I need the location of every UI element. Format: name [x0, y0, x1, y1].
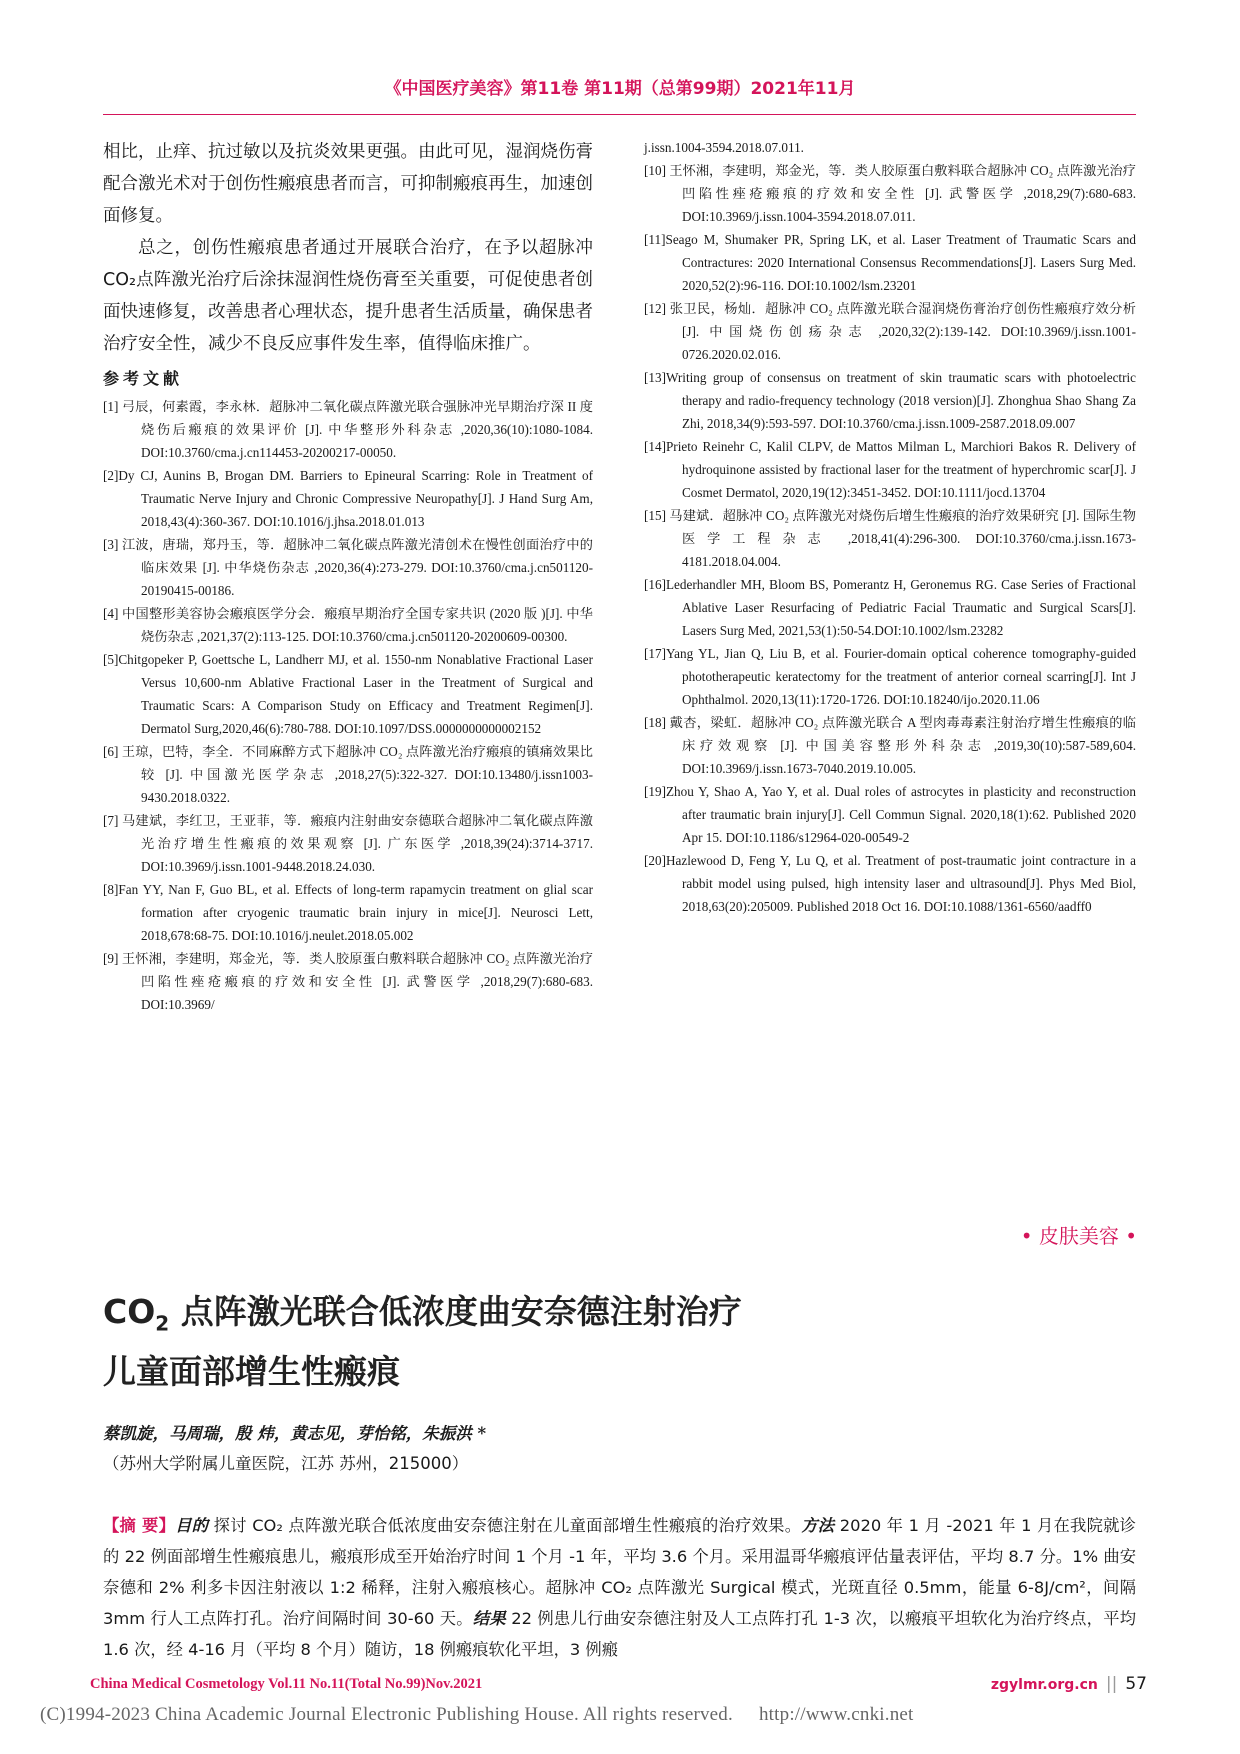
- title-line-2: 儿童面部增生性瘢痕: [103, 1351, 400, 1391]
- copyright-line: [40, 1704, 1200, 1726]
- title-subscript: 2: [155, 1311, 170, 1336]
- references-heading: 参考文献: [103, 369, 184, 388]
- header-rule: [103, 114, 1136, 115]
- reference-5: [5]Chitgopeker P, Goettsche L, Landherr MJ, et al. 1550-nm Nonablative Fractional Laser Versus 10,600-nm Ablative Fractional Laser in the Treatment of Surgical and Traumatic Scars: A Comparison Study on Efficacy and Treatment Regimen[J]. Dermatol Surg,2020,46(6):780-788. DOI:10.1097/DSS.0000000000002152: [103, 652, 593, 736]
- reference-4: [4] 中国整形美容协会瘢痕医学分会．瘢痕早期治疗全国专家共识 (2020 版 )[J]. 中华烧伤杂志 ,2021,37(2):113-125. DOI:10.3760/cma.j.cn501120-20200609-00300.: [103, 606, 593, 644]
- reference-12: [12] 张卫民，杨灿．超脉冲 CO₂ 点阵激光联合湿润烧伤膏治疗创伤性瘢痕疗效分析 [J]. 中国烧伤创疡杂志 ,2020,32(2):139-142. DOI:10.3969/j.issn.1001-0726.2020.02.016.: [644, 301, 1136, 362]
- reference-1: [1] 弓辰，何素霞，李永林．超脉冲二氧化碳点阵激光联合强脉冲光早期治疗深 II 度烧伤后瘢痕的效果评价 [J]. 中华整形外科杂志 ,2020,36(10):1080-1084. DOI:10.3760/cma.j.cn114453-20200217-00050.: [103, 399, 593, 460]
- footer-page: [991, 1674, 1147, 1694]
- methods-label: 方法: [801, 1516, 835, 1535]
- reference-13: [13]Writing group of consensus on treatment of skin traumatic scars with photoelectric therapy and radio-frequency technology (2018 version)[J]. Zhonghua Shao Shang Za Zhi, 2018,34(9):593-597. DOI:10.3760/cma.j.issn.1009-2587.2018.09.007: [644, 370, 1136, 431]
- article-title: [103, 1288, 742, 1396]
- reference-10: [10] 王怀湘，李建明，郑金光，等．类人胶原蛋白敷料联合超脉冲 CO₂ 点阵激光治疗凹陷性痤疮瘢痕的疗效和安全性 [J]. 武警医学 ,2018,29(7):680-683. DOI:10.3969/j.issn.1004-3594.2018.07.011.: [644, 163, 1136, 224]
- reference-3: [3] 江波，唐瑞，郑丹玉，等．超脉冲二氧化碳点阵激光清创术在慢性创面治疗中的临床效果 [J]. 中华烧伤杂志 ,2020,36(4):273-279. DOI:10.3760/cma.j.cn501120-20190415-00186.: [103, 537, 593, 598]
- section-tag: • 皮肤美容 •: [1020, 1224, 1137, 1248]
- page-number: 57: [1125, 1674, 1147, 1694]
- footer-site: zgylmr.org.cn: [990, 1677, 1098, 1693]
- abstract-label: 【摘 要】: [103, 1516, 176, 1535]
- abstract: [103, 1510, 1136, 1665]
- reference-9: [9] 王怀湘，李建明，郑金光，等．类人胶原蛋白敷料联合超脉冲 CO₂ 点阵激光治疗凹陷性痤疮瘢痕的疗效和安全性 [J]. 武警医学 ,2018,29(7):680-683. DOI:10.3969/: [103, 951, 593, 1012]
- title-line-1-rest: 点阵激光联合低浓度曲安奈德注射治疗: [169, 1292, 742, 1331]
- body-paragraph-2: 总之，创伤性瘢痕患者通过开展联合治疗，在予以超脉冲CO₂点阵激光治疗后涂抹湿润性烧伤膏至关重要，可促使患者创面快速修复，改善患者心理状态，提升患者生活质量，确保患者治疗安全性，减少不良反应事件发生率，值得临床推广。: [103, 238, 593, 354]
- footer-separator: ||: [1105, 1674, 1118, 1694]
- copyright-text: (C)1994-2023 China Academic Journal Electronic Publishing House. All rights reserved.: [40, 1704, 733, 1725]
- reference-11: [11]Seago M, Shumaker PR, Spring LK, et al. Laser Treatment of Traumatic Scars and Contractures: 2020 International Consensus Recommendations[J]. Lasers Surg Med. 2020,52(2):96-116. DOI:10.1002/lsm.23201: [644, 232, 1136, 293]
- footer-journal: China Medical Cosmetology Vol.11 No.11(Total No.99)Nov.2021: [90, 1676, 483, 1692]
- left-column: [103, 136, 593, 1016]
- body-paragraph-1: 相比，止痒、抗过敏以及抗炎效果更强。由此可见，湿润烧伤膏配合激光术对于创伤性瘢痕患者而言，可抑制瘢痕再生，加速创面修复。: [103, 142, 593, 226]
- reference-2: [2]Dy CJ, Aunins B, Brogan DM. Barriers to Epineural Scarring: Role in Treatment of Traumatic Nerve Injury and Chronic Compressive Neuropathy[J]. J Hand Surg Am, 2018,43(4):360-367. DOI:10.1016/j.jhsa.2018.01.013: [103, 468, 593, 529]
- objective-text: 探讨 CO₂ 点阵激光联合低浓度曲安奈德注射在儿童面部增生性瘢痕的治疗效果。: [208, 1516, 802, 1535]
- title-line-1: [103, 1288, 742, 1348]
- reference-7: [7] 马建斌，李红卫，王亚菲，等．瘢痕内注射曲安奈德联合超脉冲二氧化碳点阵激光治疗增生性瘢痕的效果观察 [J]. 广东医学 ,2018,39(24):3714-3717. DOI:10.3969/j.issn.1001-9448.2018.24.030.: [103, 813, 593, 874]
- right-column: [644, 136, 1136, 918]
- reference-16: [16]Lederhandler MH, Bloom BS, Pomerantz H, Geronemus RG. Case Series of Fractional Ablative Laser Resurfacing of Pediatric Facial Traumatic and Surgical Scars[J]. Lasers Surg Med, 2021,53(1):50-54.DOI:10.1002/lsm.23282: [644, 577, 1136, 638]
- reference-6: [6] 王琼，巴特，李全．不同麻醉方式下超脉冲 CO₂ 点阵激光治疗瘢痕的镇痛效果比较 [J]. 中国激光医学杂志 ,2018,27(5):322-327. DOI:10.13480/j.issn1003-9430.2018.0322.: [103, 744, 593, 805]
- reference-15: [15] 马建斌．超脉冲 CO₂ 点阵激光对烧伤后增生性瘢痕的治疗效果研究 [J]. 国际生物医学工程杂志 ,2018,41(4):296-300. DOI:10.3760/cma.j.issn.1673-4181.2018.04.004.: [644, 508, 1136, 569]
- reference-17: [17]Yang YL, Jian Q, Liu B, et al. Fourier-domain optical coherence tomography-guided phototherapeutic keratectomy for the treatment of anterior corneal scarring[J]. Int J Ophthalmol. 2020,13(11):1720-1726. DOI:10.18240/ijo.2020.11.06: [644, 646, 1136, 707]
- methods-text: 2020 年 1 月 -2021 年 1 月在我院就诊的 22 例面部增生性瘢痕患儿，瘢痕形成至开始治疗时间 1 个月 -1 年，平均 3.6 个月。采用温哥华瘢痕评估量表评估，平均 8.7 分。1% 曲安奈德和 2% 利多卡因注射液以 1:2 稀释，注射入瘢痕核心。超脉冲 CO₂ 点阵激光 Surgical 模式，光斑直径 0.5mm，能量 6-8J/cm²，间隔 3mm 行人工点阵打孔。治疗间隔时间 30-60 天。: [103, 1516, 1136, 1628]
- reference-19: [19]Zhou Y, Shao A, Yao Y, et al. Dual roles of astrocytes in plasticity and reconstruction after traumatic brain injury[J]. Cell Commun Signal. 2020,18(1):62. Published 2020 Apr 15. DOI:10.1186/s12964-020-00549-2: [644, 784, 1136, 845]
- affiliation: （苏州大学附属儿童医院，江苏 苏州，215000）: [103, 1454, 469, 1473]
- reference-14: [14]Prieto Reinehr C, Kalil CLPV, de Mattos Milman L, Marchiori Bakos R. Delivery of hydroquinone assisted by fractional laser for the treatment of hyperchromic scar[J]. J Cosmet Dermatol, 2020,19(12):3451-3452. DOI:10.1111/jocd.13704: [644, 439, 1136, 500]
- cnki-url: http://www.cnki.net: [758, 1704, 914, 1725]
- objective-label: 目的: [175, 1516, 209, 1535]
- running-header: 《中国医疗美容》第11卷 第11期（总第99期）2021年11月: [384, 79, 856, 99]
- reference-18: [18] 戴杏，梁虹．超脉冲 CO₂ 点阵激光联合 A 型肉毒毒素注射治疗增生性瘢痕的临床疗效观察 [J]. 中国美容整形外科杂志 ,2019,30(10):587-589,604. DOI:10.3969/j.issn.1673-7040.2019.10.005.: [644, 715, 1136, 776]
- authors: 蔡凯旋，马周瑞，殷 炜，黄志见，芽怡铭，朱振洪 *: [103, 1424, 487, 1443]
- reference-9-continued: j.issn.1004-3594.2018.07.011.: [644, 140, 804, 155]
- results-label: 结果: [472, 1609, 506, 1628]
- reference-20: [20]Hazlewood D, Feng Y, Lu Q, et al. Treatment of post-traumatic joint contracture in a rabbit model using pulsed, high intensity laser and ultrasound[J]. Phys Med Biol, 2018,63(20):205009. Published 2018 Oct 16. DOI:10.1088/1361-6560/aadff0: [644, 853, 1136, 914]
- results-text: 22 例患儿行曲安奈德注射及人工点阵打孔 1-3 次，以瘢痕平坦软化为治疗终点，平均 1.6 次，经 4-16 月（平均 8 个月）随访，18 例瘢痕软化平坦，3 例瘢: [103, 1609, 1136, 1659]
- reference-8: [8]Fan YY, Nan F, Guo BL, et al. Effects of long-term rapamycin treatment on glial scar formation after cryogenic traumatic brain injury in mice[J]. Neurosci Lett, 2018,678:68-75. DOI:10.1016/j.neulet.2018.05.002: [103, 882, 593, 943]
- title-co: CO: [103, 1292, 156, 1331]
